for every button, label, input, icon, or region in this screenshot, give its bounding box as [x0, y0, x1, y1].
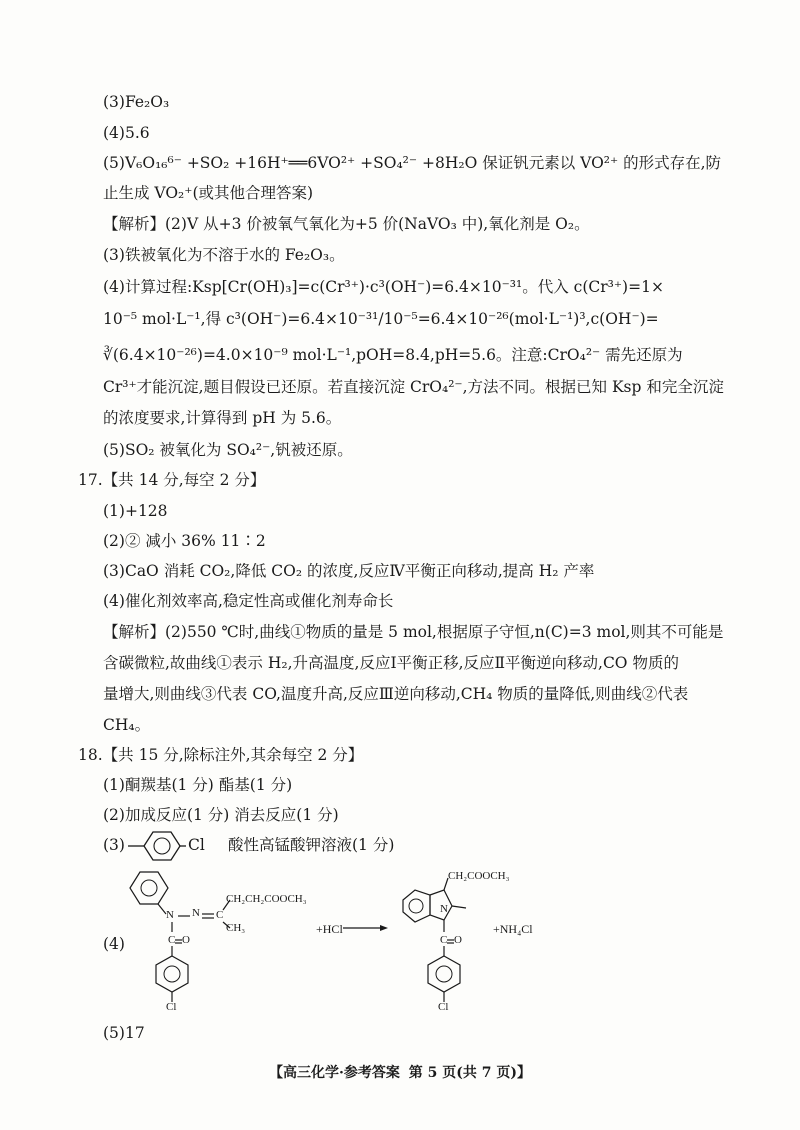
analysis-line: 含碳微粒,故曲线①表示 H₂,升高温度,反应Ⅰ平衡正移,反应Ⅱ平衡逆向移动,CO 物质的: [103, 654, 679, 672]
question-heading: 18.【共 15 分,除标注外,其余每空 2 分】: [78, 746, 364, 764]
carbon-label: C: [216, 909, 224, 921]
answer-line: (4)催化剂效率高,稳定性高或催化剂寿命长: [103, 592, 394, 610]
oxygen-label: O: [454, 934, 462, 946]
analysis-line: CH₄。: [103, 716, 151, 734]
answer-line: (5)V₆O₁₆⁶⁻ +SO₂ +16H⁺══6VO²⁺ +SO₄²⁻ +8H₂O 保证钒元素以 VO²⁺ 的形式存在,防: [103, 154, 722, 172]
answer-line: (2)② 减小 36% 11∶2: [103, 532, 266, 550]
side-chain-label: CH₂CH₂COOCH₃: [226, 893, 307, 905]
analysis-line: 量增大,则曲线③代表 CO,温度升高,反应Ⅲ逆向移动,CH₄ 物质的量降低,则曲线②代表: [103, 685, 689, 703]
nitrogen-label: N: [440, 903, 448, 915]
footer-title: 【高三化学·参考答案: [268, 1065, 400, 1081]
answer-line: (3)Fe₂O₃: [103, 93, 170, 111]
ammonium-chloride-label: +NH₄Cl: [493, 922, 533, 936]
analysis-line: (3)铁被氧化为不溶于水的 Fe₂O₃。: [103, 246, 345, 264]
answer-line-label: (4): [103, 935, 125, 953]
answer-line: (3)CaO 消耗 CO₂,降低 CO₂ 的浓度,反应Ⅳ平衡正向移动,提高 H₂ 产率: [103, 562, 595, 580]
carbon-label: C: [440, 934, 448, 946]
carbon-label: C: [168, 934, 176, 946]
nitrogen-label: N: [166, 909, 174, 921]
page-footer: [0, 1062, 800, 1082]
analysis-line: (4)计算过程:Ksp[Cr(OH)₃]=c(Cr³⁺)·c³(OH⁻)=6.4×10⁻³¹。代入 c(Cr³⁺)=1×: [103, 278, 664, 296]
analysis-line: 10⁻⁵ mol·L⁻¹,得 c³(OH⁻)=6.4×10⁻³¹/10⁻⁵=6.4×10⁻²⁶(mol·L⁻¹)³,c(OH⁻)=: [103, 310, 659, 328]
answer-line: (1)+128: [103, 502, 168, 520]
hcl-label: +HCl: [316, 922, 343, 936]
nitrogen-label: N: [192, 907, 200, 919]
chlorine-label: Cl: [166, 1001, 177, 1013]
answer-line: 酸性高锰酸钾溶液(1 分): [228, 836, 395, 854]
analysis-line: Cr³⁺才能沉淀,题目假设已还原。若直接沉淀 CrO₄²⁻,方法不同。根据已知 Ksp 和完全沉淀: [103, 378, 724, 396]
analysis-line: 【解析】(2)V 从+3 价被氧气氧化为+5 价(NaVO₃ 中),氧化剂是 O₂。: [103, 215, 590, 233]
side-chain-label: CH₂COOCH₃: [448, 870, 510, 882]
analysis-line: 的浓度要求,计算得到 pH 为 5.6。: [103, 409, 342, 427]
answer-line: (2)加成反应(1 分) 消去反应(1 分): [103, 806, 339, 824]
answer-line: (4)5.6: [103, 124, 150, 142]
methyl-label: CH₃: [226, 922, 246, 934]
analysis-line: ∛(6.4×10⁻²⁶)=4.0×10⁻⁹ mol·L⁻¹,pOH=8.4,pH=5.6。注意:CrO₄²⁻ 需先还原为: [103, 346, 683, 364]
answer-line-label: (3): [103, 836, 125, 854]
chlorophenyl-structure: [126, 826, 196, 866]
answer-line: (5)17: [103, 1024, 145, 1042]
answer-line: 止生成 VO₂⁺(或其他合理答案): [103, 184, 314, 202]
analysis-line: 【解析】(2)550 ℃时,曲线①物质的量是 5 mol,根据原子守恒,n(C)=3 mol,则其不可能是: [103, 623, 724, 641]
analysis-line: (5)SO₂ 被氧化为 SO₄²⁻,钒被还原。: [103, 441, 353, 459]
chlorine-label: Cl: [438, 1001, 449, 1013]
footer-page-number: 第 5 页(共 7 页)】: [408, 1065, 531, 1081]
chlorine-label: Cl: [188, 836, 205, 854]
oxygen-label: O: [182, 934, 190, 946]
question-heading: 17.【共 14 分,每空 2 分】: [78, 471, 266, 489]
answer-line: (1)酮羰基(1 分) 酯基(1 分): [103, 776, 293, 794]
